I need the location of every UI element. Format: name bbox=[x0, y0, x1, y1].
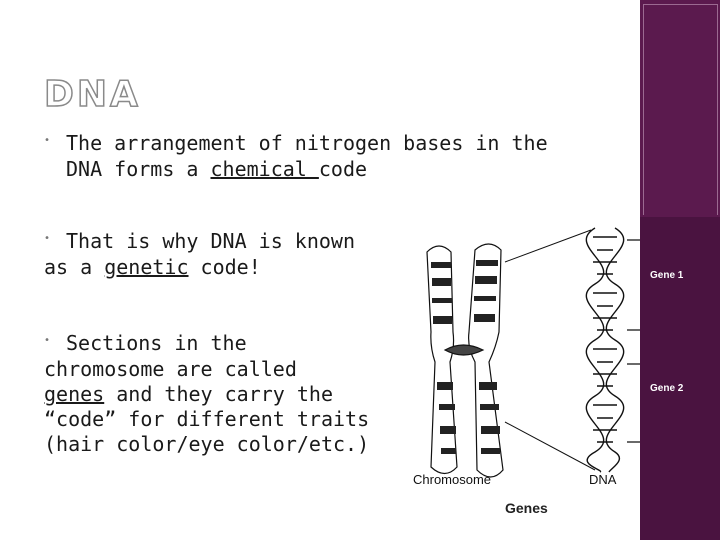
sidebar-frame bbox=[643, 4, 718, 215]
dna-label: DNA bbox=[589, 472, 617, 487]
bullet-1-post: code bbox=[318, 157, 368, 181]
bullet-marker: • bbox=[44, 233, 51, 244]
bullet-3-line-2: chromosome are called bbox=[44, 357, 297, 381]
bullet-2-post: code! bbox=[188, 255, 261, 279]
bullet-1-underlined: chemical bbox=[210, 157, 319, 181]
bullet-marker: • bbox=[44, 135, 51, 146]
bullet-3-line-5: (hair color/eye color/etc.) bbox=[44, 432, 370, 456]
gene-1-label: Gene 1 bbox=[650, 270, 684, 281]
bullet-3-post: and they carry the bbox=[104, 382, 333, 406]
bullet-1-line-2: DNA forms a bbox=[66, 157, 211, 181]
bullet-2-line-1: That is why DNA is known bbox=[66, 229, 355, 253]
bullet-1 bbox=[44, 131, 564, 182]
bullet-2 bbox=[44, 229, 374, 280]
bullet-2-underlined: genetic bbox=[104, 255, 189, 279]
chromosome-dna-diagram bbox=[395, 222, 640, 522]
chromosome-label: Chromosome bbox=[413, 472, 492, 487]
bullet-marker: • bbox=[44, 335, 51, 346]
slide-title: DNA bbox=[44, 74, 141, 115]
gene-brackets bbox=[627, 240, 640, 442]
bullet-3-line-4: “code” for different traits bbox=[44, 407, 370, 431]
bullet-3-line-1: Sections in the bbox=[66, 331, 247, 355]
gene-2-label: Gene 2 bbox=[650, 383, 684, 394]
dna-pointer-lines bbox=[505, 230, 595, 470]
dna-helix bbox=[586, 228, 623, 472]
bullet-1-line-1: The arrangement of nitrogen bases in the bbox=[66, 131, 548, 155]
bullet-3 bbox=[44, 331, 374, 457]
bullet-2-line-2: as a bbox=[44, 255, 105, 279]
sidebar-panel bbox=[640, 217, 720, 540]
genes-label: Genes bbox=[505, 500, 548, 516]
bullet-3-underlined: genes bbox=[44, 382, 105, 406]
